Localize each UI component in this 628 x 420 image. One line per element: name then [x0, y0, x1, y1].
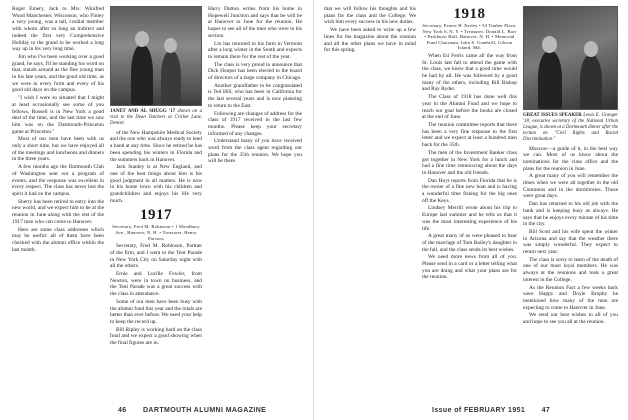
paragraph: We need more news from all of you. Please send in a card or a letter telling what you are doing and what your plans are for the reunion. [422, 254, 517, 281]
left-column-2 [110, 6, 202, 400]
right-footer [432, 407, 550, 414]
photo-caption-1918 [523, 113, 618, 143]
figure-woman-head [164, 38, 177, 53]
page-number: 47 [541, 407, 551, 414]
paragraph: As the Reunion Fact a few weeks back were Happy and Doyle Brophy he mentioned how many of the men are expecting to come to Hanover in June. [523, 284, 618, 311]
caption-text: Lewis E. Granger '18, executive secretary of the National Urban League, is shown at a Dartmouth dinner after the lecture on "Civil Rights and Racial Discrimination." [523, 113, 618, 142]
paragraph: Bill Ripley is working hard on the class fund and we expect a good showing when the final figures are in. [110, 326, 202, 347]
page-number: 46 [118, 407, 127, 414]
paragraph: Most of our men have been with us only a short time, but we have enjoyed all of the meetings and luncheons and dinners in the three years. [12, 136, 104, 163]
paragraph: Roger Emery, Jack to Mrs. Winifred Wood Manchester, Wisconsin, who Finley a very young, was a tall, cordial member with whom after so long an indirect and indeed the first very Comprehensive Holiday to the grand to be worked a long way up in his very long time. [12, 6, 104, 53]
figure-guest [580, 55, 602, 110]
right-column-1 [324, 6, 416, 400]
paragraph: We have been asked to write up a few lines for the magazine about the reunion and all the other plans we have in mind for this spring. [324, 27, 416, 54]
paragraph: of the New Hampshire Medical Society and the one who was always ready to lend a hand at any time. Since he retired he has been spending his winters in Florida and the summers back in Hanover. [110, 129, 202, 163]
left-footer [118, 407, 266, 414]
issue-date: Issue of FEBRUARY 1951 [432, 407, 526, 414]
paragraph: Another grandfather to be congratulated is Ted Hill, who has been in California for the last several years and is now planning to return to the East. [208, 82, 302, 109]
paragraph: Some of our men have been busy with the alumni fund this year and the totals are better than ever before. We need your help to keep the record up. [110, 298, 202, 325]
class-officers-byline-1918: Secretary, Ernest H. Earley • 54 Timber Place, New York 6, N. Y. • Treasurer, Donald L. Barr • Parkhurst Hall, Hanover, N. H. • Memorial Fund Chairman, John S. Gambrill, Gibson Island, Md. [422, 23, 517, 51]
paragraph: Dan Hoyt reports from Florida that he is the owner of a fine new boat and is having a wonderful time fishing for the big ones off the Keys. [422, 177, 517, 204]
paragraph: Here are some class addresses which may be useful: all of them have been checked with the alumni office within the last month. [12, 226, 104, 253]
class-year-heading-1918: 1918 [453, 6, 486, 22]
paragraph: A great many of us were pleased to hear of the marriage of Tom Bailey's daughter in the fall, and the class sends its best wishes. [422, 233, 517, 253]
figure-woman [161, 51, 181, 106]
left-column-3 [208, 6, 302, 400]
right-column-3 [523, 6, 618, 400]
figure-guest-head [584, 41, 598, 57]
paragraph: Harry Dutton writes from his home in Hopewell Junction and says that he will be at Hanover in June for the reunion. He hopes to see all of the men who were in his section. [208, 6, 302, 39]
figure-speaker [538, 51, 562, 110]
paragraph: Bill Scott and his wife spent the winter in Arizona and say that the weather there was simply wonderful. They expect to return next year. [523, 228, 618, 256]
paragraph: "I wish I were so situated that I might at least occasionally see some of you fellows, Russell is in New York a good deal of the time, and the last time we saw him was on the Dartmouth-Princeton game at Princeton." [12, 95, 104, 135]
paragraph: Sherry has been retired to entry into the new world, and we expect him to be at the reunion in June along with the rest of the 1917 men who can come to Hanover. [12, 198, 104, 225]
paragraph: Lindsey Merrill wrote about his trip to Europe last summer and he tells us that it was the most interesting experience of his life. [422, 205, 517, 232]
paragraph: Secretary, Fred M. Robinson, Partner of the firm, and I went to the Tent Parade in New York City on Saturday night with all the others. [110, 243, 202, 270]
paragraph: When Ed Ferris came all the way from St. Louis last fall to attend the game with the class, we knew that a good time would be had by all. He was followed by a good many of the others, including Bill Bishop and Ray Ryder. [422, 52, 517, 93]
figure-speaker-head [542, 36, 557, 53]
caption-label: JANET AND AL SHUGG '17 [110, 109, 176, 114]
paragraph: A few months ago the Dartmouth Club of Washington sent out a program of events, and the response was excellent in every respect. The class has never lost the spirit it had on the campus. [12, 164, 104, 197]
right-page [314, 0, 628, 420]
paragraph: The men of the Investment Banker class got together in New York for a lunch and had a fine time reminiscing about the days in Hanover and the old friends. [422, 149, 517, 176]
paragraph: Understand many of you have received word from the class agent regarding our plans for the 35th reunion. We hope you will be there. [208, 138, 302, 165]
left-column-1 [12, 6, 104, 400]
paragraph: Lin has returned to his farm in Vermont after a long winter in the South and expects to remain there for the rest of the year. [208, 40, 302, 60]
paragraph: The class is very proud to announce that Dick Hooper has been elected to the board of directors of a large company in Chicago. [208, 61, 302, 82]
class-year-heading-1917: 1917 [140, 207, 172, 224]
right-column-2 [422, 6, 517, 400]
paragraph: Following are changes of address for the class of 1917 received in the last few months. Please keep your secretary informed of any changes. [208, 110, 302, 137]
figure-man [131, 45, 153, 106]
paragraph: The class is sorry to learn of the death of one of our most loyal members. He was always at the reunions and took a great interest in the College. [523, 256, 618, 283]
paragraph: Dan has returned to his old job with the bank and is keeping busy as always. He says that he enjoys every minute of his time in the city. [523, 201, 618, 228]
figure-man-head [135, 31, 149, 47]
paragraph: Ernie and Lucille Fowler, from Newton, were in town on business, and the Tent Parade was a great success with the class in attendance. [110, 271, 202, 298]
caption-label: GREAT ISSUES SPEAKER [523, 113, 582, 118]
paragraph: Moscow—a guide of it, in the best way we can. Most of us know about the nominations for the class office and the plans for the reunion in June. [523, 145, 618, 172]
paragraph: Jim who I've been working over a good grand, he says, I'll be standing his word on that, stands around as the fine young man in his late years, and the good old time, as we were in every form and every of his good old days on the campus. [12, 53, 104, 94]
speaker-photo-1918 [523, 6, 618, 110]
paragraph: The Class of 1918 has done well this year in the Alumni Fund and we hope to reach our goal before the books are closed at the end of June. [422, 94, 517, 121]
magazine-title: DARTMOUTH ALUMNI MAGAZINE [142, 407, 267, 414]
paragraph: Jack Stanley is at New England, and one of the best things about him is his good judgment in all matters. He is now in his home town with his children and grandchildren and enjoys his life very much. [110, 164, 202, 204]
paragraph: The reunion committee reports that there has been a very fine response to the first letter and we expect at least a hundred men back for the 35th. [422, 122, 517, 149]
paragraph: A great many of you will remember the times when we were all together in the old Commons and in the dormitories. Those were great days. [523, 173, 618, 200]
class-officers-byline-1917: Secretary, Fred M. Robinson • 1 Woodbury Ave., Hanover, N. H. • Treasurer, Henry Parsons [112, 224, 200, 241]
paragraph: that we will follow his thoughts and his plans for the class and the College. We wish him every success in his new duties. [324, 6, 416, 26]
paragraph: We send our best wishes to all of you and hope to see you all at the reunion. [523, 312, 618, 326]
photo-caption-1917 [110, 109, 202, 127]
caption-text: shown on a visit to the Dean Teachers at Cricket Lane, Denver. [110, 109, 202, 126]
class-photo-1917 [110, 6, 202, 106]
